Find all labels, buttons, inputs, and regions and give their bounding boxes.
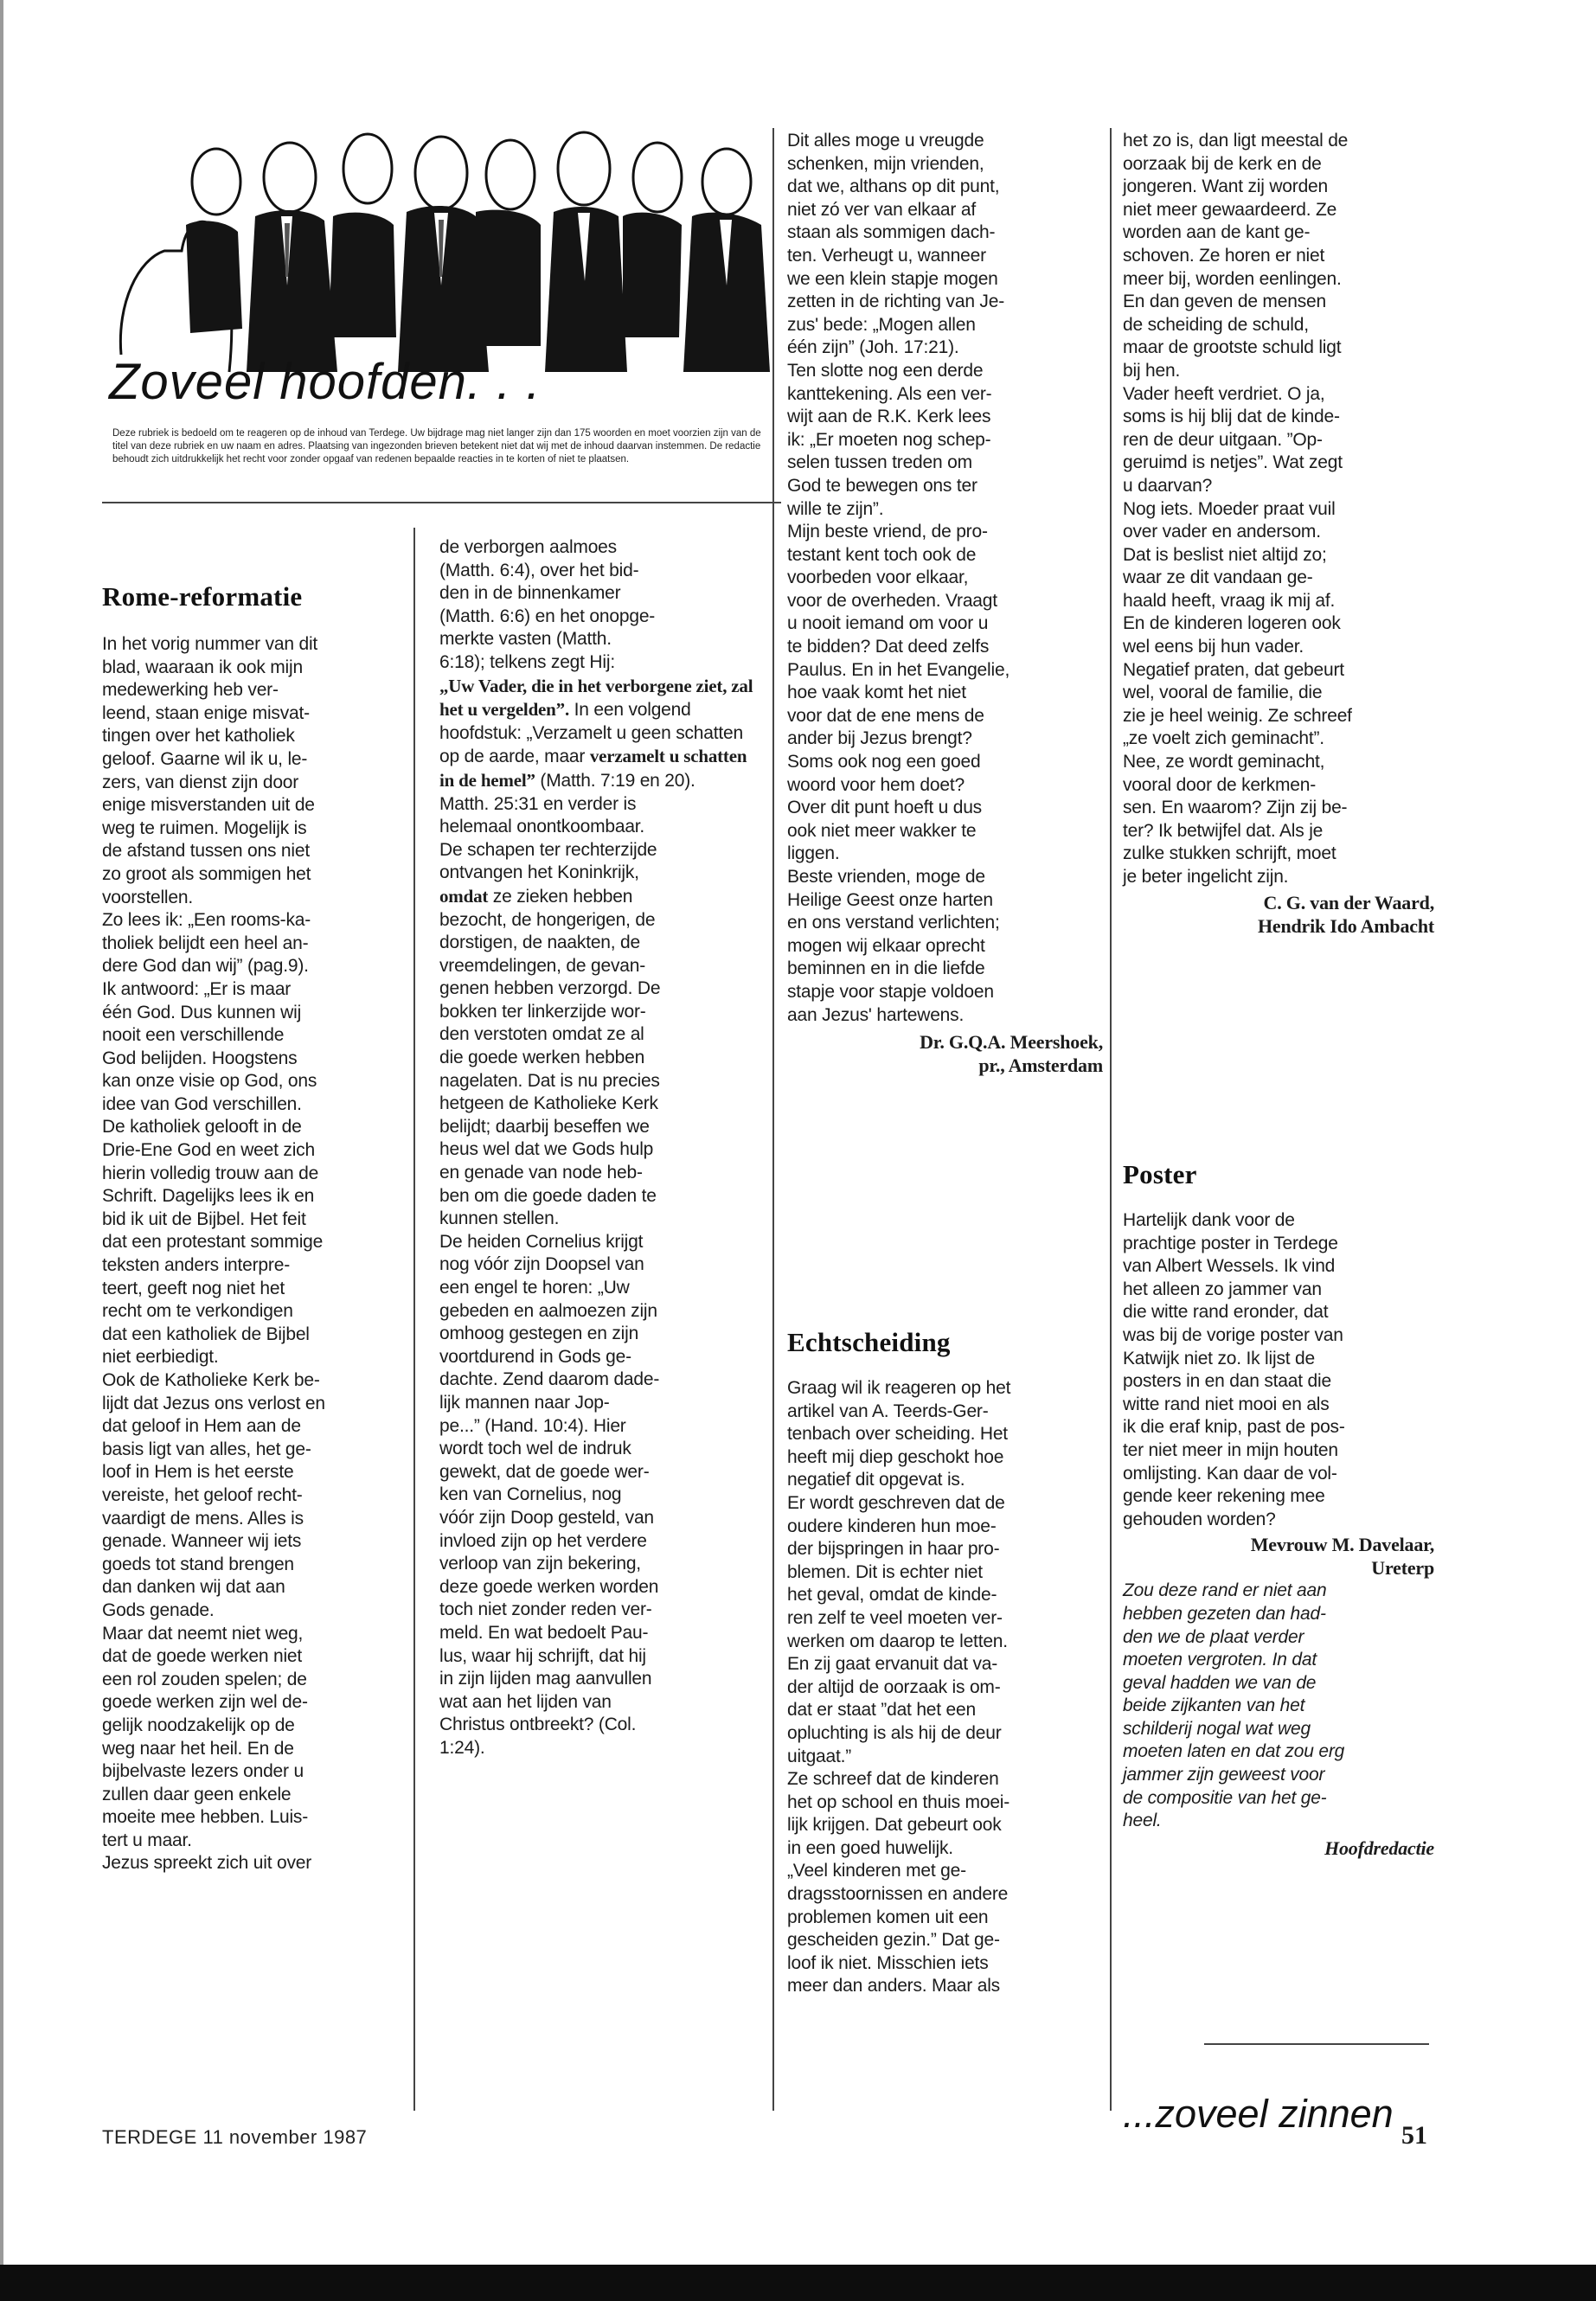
text-line: je beter ingelicht zijn.	[1123, 867, 1289, 887]
text-line: blad, waaraan ik ook mijn	[102, 657, 303, 677]
section-title: Zoveel hoofden. . .	[109, 354, 542, 410]
text-line: beminnen en in die liefde	[787, 958, 985, 979]
text-line: nagelaten. Dat is nu precies	[439, 1070, 660, 1091]
text-line: genen hebben verzorgd. De	[439, 978, 661, 999]
text-line: Negatief praten, dat gebeurt	[1123, 659, 1344, 680]
text-line: dat de goede werken niet	[102, 1646, 303, 1667]
text-line: niet eerbiedigt.	[102, 1347, 219, 1368]
poster-lines	[1123, 1209, 1434, 1531]
text-line: staan als sommigen dach-	[787, 222, 996, 243]
text-line: hierin volledig trouw aan de	[102, 1163, 319, 1183]
text-line: liggen.	[787, 843, 840, 864]
text-line: dragsstoornissen en andere	[787, 1884, 1009, 1905]
text-line: lus, waar hij schrijft, dat hij	[439, 1645, 646, 1666]
text-line: prachtige poster in Terdege	[1123, 1233, 1338, 1253]
text-line: ten. Verheugt u, wanneer	[787, 245, 986, 266]
column-divider	[772, 128, 774, 2111]
text-line: uitgaat.”	[787, 1746, 852, 1766]
text-line: helemaal onontkoombaar.	[439, 817, 645, 837]
text-line: schoven. Ze horen er niet	[1123, 245, 1325, 266]
text-line: u daarvan?	[1123, 475, 1213, 496]
text-line: maar de grootste schuld ligt	[1123, 337, 1342, 358]
text-line: lijdt dat Jezus ons verlost en	[102, 1393, 325, 1413]
text-line: Ook de Katholieke Kerk be-	[102, 1370, 320, 1390]
text-line: bid ik uit de Bijbel. Het feit	[102, 1208, 306, 1229]
text-line: En dan geven de mensen	[1123, 292, 1326, 312]
text-line: oudere kinderen hun moe-	[787, 1516, 997, 1536]
header-rule	[102, 502, 781, 503]
text-line: Zo lees ik: „Een rooms-ka-	[102, 910, 311, 931]
text-line: Dit alles moge u vreugde	[787, 131, 984, 151]
text-line: goede werken zijn wel de-	[102, 1692, 308, 1713]
text-line: idee van God verschillen.	[102, 1093, 302, 1114]
text-line: Drie-Ene God en weet zich	[102, 1140, 315, 1161]
text-line: dat we, althans op dit punt,	[787, 176, 1000, 197]
text-line: leend, staan enige misvat-	[102, 702, 310, 723]
section-intro: Deze rubriek is bedoeld om te reageren op de inhoud van Terdege. Uw bijdrage mag niet langer zijn dan 175 woorden en moet voorzien zijn van de titel van deze rubriek en uw naam en adres. Plaatsing van ingezonden brieven betekent niet dat wij met de inhoud daarvan instemmen. De redactie behoudt zich uitdrukkelijk het recht voor zonder opgaaf van redenen bepaalde reacties in te korten of niet te plaatsen.	[112, 428, 761, 465]
text-line: negatief dit opgevat is.	[787, 1470, 965, 1490]
text-line: stapje voor stapje voldoen	[787, 981, 994, 1002]
text-line: vreemdelingen, de gevan-	[439, 955, 646, 976]
text-line: invloed zijn op het verdere	[439, 1530, 647, 1551]
text-line: één God. Dus kunnen wij	[102, 1002, 302, 1022]
text-line: meer bij, worden eenlingen.	[1123, 268, 1342, 289]
rome-col2-quote	[439, 675, 760, 793]
text-line: ik: „Er moeten nog schep-	[787, 429, 991, 450]
text-line: dachte. Zend daarom dade-	[439, 1369, 660, 1390]
text-line: we een klein stapje mogen	[787, 268, 998, 289]
text-line: Hartelijk dank voor de	[1123, 1210, 1295, 1230]
quote-bold: „Uw Vader, die in het verborgene ziet, zal het u vergelden”.	[439, 675, 753, 721]
text-line: den verstoten omdat ze al	[439, 1024, 644, 1045]
rome-col2-omdat-line	[439, 885, 760, 909]
text-line: werken om daarop te letten.	[787, 1631, 1008, 1651]
text-line: kunnen stellen.	[439, 1208, 560, 1229]
text-line: Er wordt geschreven dat de	[787, 1492, 1005, 1513]
text-line: weg te ruimen. Mogelijk is	[102, 817, 307, 838]
text-line: zers, van dienst zijn door	[102, 772, 299, 792]
text-line: posters in en dan staat die	[1123, 1371, 1331, 1392]
text-line: heeft mij diep geschokt hoe	[787, 1446, 1004, 1467]
text-line: meer dan anders. Maar als	[787, 1976, 1000, 1997]
text-line: de afstand tussen ons niet	[102, 841, 310, 862]
text-line: medewerking heb ver-	[102, 680, 279, 701]
text-line: nog vóór zijn Doopsel van	[439, 1254, 644, 1275]
text-line: waar ze dit vandaan ge-	[1123, 567, 1313, 588]
text-line: ook niet meer wakker te	[787, 820, 977, 841]
text-line: blemen. Dit is echter niet	[787, 1561, 983, 1582]
text-line: Nee, ze wordt geminacht,	[1123, 752, 1325, 772]
heading-echtscheiding: Echtscheiding	[787, 1327, 951, 1357]
text-line: wat aan het lijden van	[439, 1691, 612, 1712]
text-line: Over dit punt hoeft u dus	[787, 798, 982, 818]
text-line: zo groot als sommigen het	[102, 863, 311, 884]
text-line: lijk krijgen. Dat gebeurt ook	[787, 1815, 1002, 1836]
text-line: der altijd de oorzaak is om-	[787, 1676, 1001, 1697]
text-line: in zijn lijden mag aanvullen	[439, 1669, 652, 1689]
text-line: bijbelvaste lezers onder u	[102, 1761, 304, 1782]
text-line: ben om die goede daden te	[439, 1185, 657, 1206]
text-line: het geval, omdat de kinde-	[787, 1585, 997, 1606]
text-line: bokken ter linkerzijde wor-	[439, 1001, 646, 1022]
text-line: te bidden? Dat deed zelfs	[787, 637, 990, 657]
column-divider	[413, 528, 415, 2111]
text-line: de verborgen aalmoes	[439, 537, 617, 557]
text-line: loof in Hem is het eerste	[102, 1462, 294, 1483]
text-line: Dat is beslist niet altijd zo;	[1123, 544, 1327, 565]
reply-line: moeten laten en dat zou erg	[1123, 1741, 1345, 1762]
text-line: artikel van A. Teerds-Ger-	[787, 1400, 989, 1421]
text-line: in een goed huwelijk.	[787, 1837, 953, 1858]
text-line: sen. En waarom? Zijn zij be-	[1123, 798, 1348, 818]
text-line: een engel te horen: „Uw	[439, 1278, 630, 1298]
text-line: ik die eraf knip, past de pos-	[1123, 1417, 1345, 1438]
text-line: Ik antwoord: „Er is maar	[102, 978, 292, 999]
text-line: gende keer rekening mee	[1123, 1486, 1325, 1507]
rome-col3-lines	[787, 130, 1103, 1027]
text-line: „Veel kinderen met ge-	[787, 1861, 966, 1881]
text-line: weg naar het heil. En de	[102, 1738, 294, 1759]
text-line: Heilige Geest onze harten	[787, 889, 993, 910]
text-line: wel, vooral de familie, die	[1123, 683, 1323, 703]
text-line: vereiste, het geloof recht-	[102, 1484, 303, 1505]
reply-line: moeten vergroten. In dat	[1123, 1650, 1317, 1670]
text-line: ken van Cornelius, nog	[439, 1484, 622, 1505]
text-line: der bijspringen in haar pro-	[787, 1539, 1000, 1560]
signature-name: Mevrouw M. Davelaar,	[1250, 1534, 1434, 1556]
text-line: tingen over het katholiek	[102, 726, 295, 747]
text-line: dere God dan wij” (pag.9).	[102, 956, 309, 977]
text-line: moeite mee hebben. Luis-	[102, 1807, 309, 1828]
text-line: geloof. Gaarne wil ik u, le-	[102, 748, 308, 769]
text-line: pe...” (Hand. 10:4). Hier	[439, 1415, 626, 1436]
text-line: voor dat de ene mens de	[787, 705, 984, 726]
heading-rome-reformatie: Rome-reformatie	[102, 581, 303, 612]
editor-reply	[1123, 1580, 1434, 1833]
text-line: vaardigt de mens. Alles is	[102, 1508, 304, 1529]
omdat-rest: ze zieken hebben	[488, 886, 633, 907]
text-line: wel eens bij hun vader.	[1123, 637, 1304, 657]
text-line: gehouden worden?	[1123, 1509, 1276, 1529]
echt-column-2	[1123, 130, 1434, 938]
text-line: Maar dat neemt niet weg,	[102, 1623, 304, 1644]
text-line: teert, geeft nog niet het	[102, 1278, 285, 1298]
text-line: worden aan de kant ge-	[1123, 222, 1311, 243]
text-line: u nooit iemand om voor u	[787, 613, 989, 634]
text-line: Beste vrienden, moge de	[787, 867, 985, 887]
text-line: dat een protestant sommige	[102, 1232, 324, 1253]
echt-col4-lines	[1123, 130, 1434, 889]
text-line: Christus ontbreekt? (Col.	[439, 1715, 637, 1735]
text-line: aan Jezus' hartewens.	[787, 1004, 965, 1025]
text-line: ander bij Jezus brengt?	[787, 728, 972, 749]
text-line: verloop van zijn bekering,	[439, 1554, 641, 1574]
reply-line: de compositie van het ge-	[1123, 1787, 1327, 1808]
text-line: ren zelf te veel moeten ver-	[787, 1607, 1003, 1628]
text-line: 6:18); telkens zegt Hij:	[439, 651, 615, 672]
signature-name: C. G. van der Waard,	[1263, 891, 1434, 913]
text-line: Graag wil ik reageren op het	[787, 1378, 1011, 1398]
heading-poster: Poster	[1123, 1159, 1197, 1189]
text-line: enige misverstanden uit de	[102, 795, 315, 816]
text-line: bij hen.	[1123, 360, 1181, 381]
text-line: witte rand niet mooi en als	[1123, 1394, 1330, 1414]
signature-place: Ureterp	[1371, 1557, 1434, 1580]
text-line: problemen komen uit een	[787, 1907, 989, 1927]
text-line: zus' bede: „Mogen allen	[787, 314, 976, 335]
text-line: Ten slotte nog een derde	[787, 360, 984, 381]
text-line: jongeren. Want zij worden	[1123, 176, 1329, 197]
text-line: God belijden. Hoogstens	[102, 1048, 298, 1068]
rome-col2-lines	[439, 536, 760, 675]
text-line: hetgeen de Katholieke Kerk	[439, 1093, 658, 1114]
text-line: mogen wij elkaar oprecht	[787, 935, 985, 956]
text-line: niet zó ver van elkaar af	[787, 199, 976, 220]
editor-signature: Hoofdredactie	[1324, 1836, 1434, 1859]
signature-name: Dr. G.Q.A. Meershoek,	[920, 1031, 1103, 1054]
text-line: soms is hij blij dat de kinde-	[1123, 407, 1340, 427]
text-line: van Albert Wessels. Ik vind	[1123, 1256, 1336, 1277]
text-line: nooit een verschillende	[102, 1025, 285, 1046]
text-line: Vader heeft verdriet. O ja,	[1123, 383, 1325, 404]
quote-ref: (Matth. 7:19 en 20).	[535, 770, 695, 791]
text-line: kan onze visie op God, ons	[102, 1071, 317, 1092]
text-line: genade. Wanneer wij iets	[102, 1531, 302, 1552]
text-line: ren de deur uitgaan. ”Op-	[1123, 429, 1323, 450]
rome-column-3	[787, 130, 1103, 1077]
text-line: omhoog gestegen en zijn	[439, 1324, 639, 1344]
scan-border	[0, 2265, 1596, 2301]
text-line: omlijsting. Kan daar de vol-	[1123, 1463, 1337, 1484]
text-line: haald heeft, vraag ik mij af.	[1123, 590, 1336, 611]
text-line: schenken, mijn vrienden,	[787, 153, 984, 174]
closing-title: ...zoveel zinnen	[1123, 2092, 1394, 2136]
text-line: het alleen zo jammer van	[1123, 1279, 1322, 1299]
text-line: 1:24).	[439, 1737, 485, 1758]
text-line: De heiden Cornelius krijgt	[439, 1231, 644, 1252]
text-line: ontvangen het Koninkrijk,	[439, 862, 639, 883]
text-line: En de kinderen logeren ook	[1123, 613, 1341, 634]
footer-publication: TERDEGE 11 november 1987	[102, 2126, 368, 2148]
text-line: en ons verstand verlichten;	[787, 913, 1000, 933]
text-line: (Matth. 6:6) en het onopge-	[439, 606, 656, 626]
text-line: basis ligt van alles, het ge-	[102, 1439, 311, 1459]
text-line: zullen daar geen enkele	[102, 1784, 292, 1804]
text-line: En zij gaat ervanuit dat va-	[787, 1654, 998, 1675]
text-line: deze goede werken worden	[439, 1576, 659, 1597]
text-line: teksten anders interpre-	[102, 1255, 290, 1276]
signature-place: Hendrik Ido Ambacht	[1257, 914, 1434, 937]
text-line: gescheiden gezin.” Dat ge-	[787, 1930, 1000, 1951]
text-line: Ze schreef dat de kinderen	[787, 1769, 999, 1790]
text-line: hoe vaak komt het niet	[787, 683, 966, 703]
text-line: Paulus. En in het Evangelie,	[787, 659, 1010, 680]
text-line: voorstellen.	[102, 887, 193, 907]
text-line: wordt toch wel de indruk	[439, 1439, 631, 1459]
reply-line: beide zijkanten van het	[1123, 1695, 1305, 1716]
text-line: „ze voelt zich geminacht”.	[1123, 728, 1324, 749]
text-line: dat geloof in Hem aan de	[102, 1416, 301, 1437]
text-line: de scheiding de schuld,	[1123, 314, 1309, 335]
text-line: lijk mannen naar Jop-	[439, 1392, 610, 1413]
text-line: dat er staat ”dat het een	[787, 1700, 976, 1721]
signature-place: pr., Amsterdam	[978, 1054, 1103, 1077]
text-line: het zo is, dan ligt meestal de	[1123, 131, 1349, 151]
text-line: vóór zijn Doop gesteld, van	[439, 1507, 654, 1528]
closing-rule	[1204, 2043, 1429, 2045]
text-line: dat een katholiek de Bijbel	[102, 1324, 310, 1344]
reply-line: hebben gezeten dan had-	[1123, 1603, 1326, 1624]
text-line: kanttekening. Als een ver-	[787, 383, 992, 404]
text-line: ter? Ik betwijfel dat. Als je	[1123, 820, 1324, 841]
text-line: In het vorig nummer van dit	[102, 634, 318, 654]
text-line: voor de overheden. Vraagt	[787, 590, 997, 611]
text-line: voorbeden voor elkaar,	[787, 567, 969, 588]
text-line: Gods genade.	[102, 1599, 215, 1620]
text-line: loof ik niet. Misschien iets	[787, 1952, 989, 1973]
reply-line: geval hadden we van de	[1123, 1672, 1317, 1693]
text-line: zulke stukken schrijft, moet	[1123, 843, 1336, 864]
text-line: gebeden en aalmoezen zijn	[439, 1300, 657, 1321]
text-line: en genade van node heb-	[439, 1163, 643, 1183]
text-line: dan danken wij dat aan	[102, 1577, 285, 1598]
omdat-bold: omdat	[439, 885, 489, 907]
reply-line: Zou deze rand er niet aan	[1123, 1580, 1327, 1601]
text-line: De schapen ter rechterzijde	[439, 839, 657, 860]
text-line: Soms ook nog een goed	[787, 752, 981, 772]
reply-line: schilderij nogal wat weg	[1123, 1718, 1311, 1739]
text-line: wille te zijn”.	[787, 498, 884, 519]
text-line: Matth. 25:31 en verder is	[439, 793, 637, 814]
text-line: die witte rand eronder, dat	[1123, 1302, 1329, 1323]
text-line: recht om te verkondigen	[102, 1301, 293, 1322]
reply-line: jammer zijn geweest voor	[1123, 1765, 1325, 1785]
text-line: bezocht, de hongerigen, de	[439, 909, 656, 930]
column-divider	[1110, 128, 1112, 2111]
text-line: heus wel dat we Gods hulp	[439, 1139, 654, 1160]
quote-followup: In een volgend hoofdstuk: „Verzamelt u geen schatten op de aarde, maar	[439, 700, 743, 767]
text-line: gewekt, dat de goede wer-	[439, 1461, 650, 1482]
text-line: den in de binnenkamer	[439, 583, 621, 604]
text-line: dorstigen, de naakten, de	[439, 933, 641, 953]
rome-col1-lines	[102, 633, 396, 1875]
text-line: tert u maar.	[102, 1830, 192, 1850]
reply-line: heel.	[1123, 1811, 1162, 1831]
text-line: tholiek belijdt een heel an-	[102, 933, 309, 953]
text-line: Schrift. Dagelijks lees ik en	[102, 1186, 315, 1207]
text-line: De katholiek gelooft in de	[102, 1117, 302, 1138]
text-line: niet meer gewaardeerd. Ze	[1123, 199, 1337, 220]
text-line: oorzaak bij de kerk en de	[1123, 153, 1322, 174]
quote-bold-2: verzamelt u schatten in de hemel”	[439, 746, 747, 791]
page-edge	[0, 0, 3, 2265]
rome-column-2	[439, 536, 760, 1759]
text-line: Mijn beste vriend, de pro-	[787, 522, 988, 542]
text-line: één zijn” (Joh. 17:21).	[787, 337, 959, 358]
text-line: meld. En wat bedoelt Pau-	[439, 1622, 649, 1643]
poster-column	[1123, 1209, 1434, 1860]
rome-column-1	[102, 633, 396, 1875]
text-line: God te bewegen ons ter	[787, 475, 977, 496]
text-line: zie je heel weinig. Ze schreef	[1123, 705, 1352, 726]
text-line: het op school en thuis moei-	[787, 1791, 1010, 1812]
text-line: toch niet zonder reden ver-	[439, 1599, 652, 1620]
text-line: een rol zouden spelen; de	[102, 1669, 307, 1689]
echt-column-1	[787, 1377, 1103, 1998]
text-line: zetten in de richting van Je-	[787, 292, 1005, 312]
text-line: selen tussen treden om	[787, 452, 972, 473]
text-line: tenbach over scheiding. Het	[787, 1424, 1008, 1445]
text-line: wijt aan de R.K. Kerk lees	[787, 407, 991, 427]
text-line: die goede werken hebben	[439, 1048, 645, 1068]
crowd-illustration	[104, 130, 779, 381]
echt-lines	[787, 1377, 1103, 1998]
text-line: goeds tot stand brengen	[102, 1554, 294, 1574]
text-line: belijdt; daarbij beseffen we	[439, 1116, 650, 1137]
text-line: Katwijk niet zo. Ik lijst de	[1123, 1348, 1315, 1368]
text-line: vooral door de kerkmen-	[1123, 774, 1317, 795]
text-line: Nog iets. Moeder praat vuil	[1123, 498, 1336, 519]
text-line: geruimd is netjes”. Wat zegt	[1123, 452, 1343, 473]
text-line: over vader en andersom.	[1123, 522, 1321, 542]
text-line: merkte vasten (Matth.	[439, 629, 612, 650]
text-line: ter niet meer in mijn houten	[1123, 1439, 1338, 1460]
text-line: woord voor hem doet?	[787, 774, 965, 795]
rome-col2-tail	[439, 909, 760, 1760]
page-number: 51	[1401, 2121, 1427, 2150]
text-line: gelijk noodzakelijk op de	[102, 1715, 295, 1735]
text-line: was bij de vorige poster van	[1123, 1324, 1343, 1345]
text-line: voortdurend in Gods ge-	[439, 1346, 631, 1367]
text-line: Jezus spreekt zich uit over	[102, 1853, 312, 1874]
rome-col2-rest	[439, 793, 760, 885]
text-line: opluchting is als hij de deur	[787, 1722, 1002, 1743]
reply-line: den we de plaat verder	[1123, 1626, 1304, 1647]
text-line: testant kent toch ook de	[787, 544, 977, 565]
text-line: (Matth. 6:4), over het bid-	[439, 560, 639, 580]
